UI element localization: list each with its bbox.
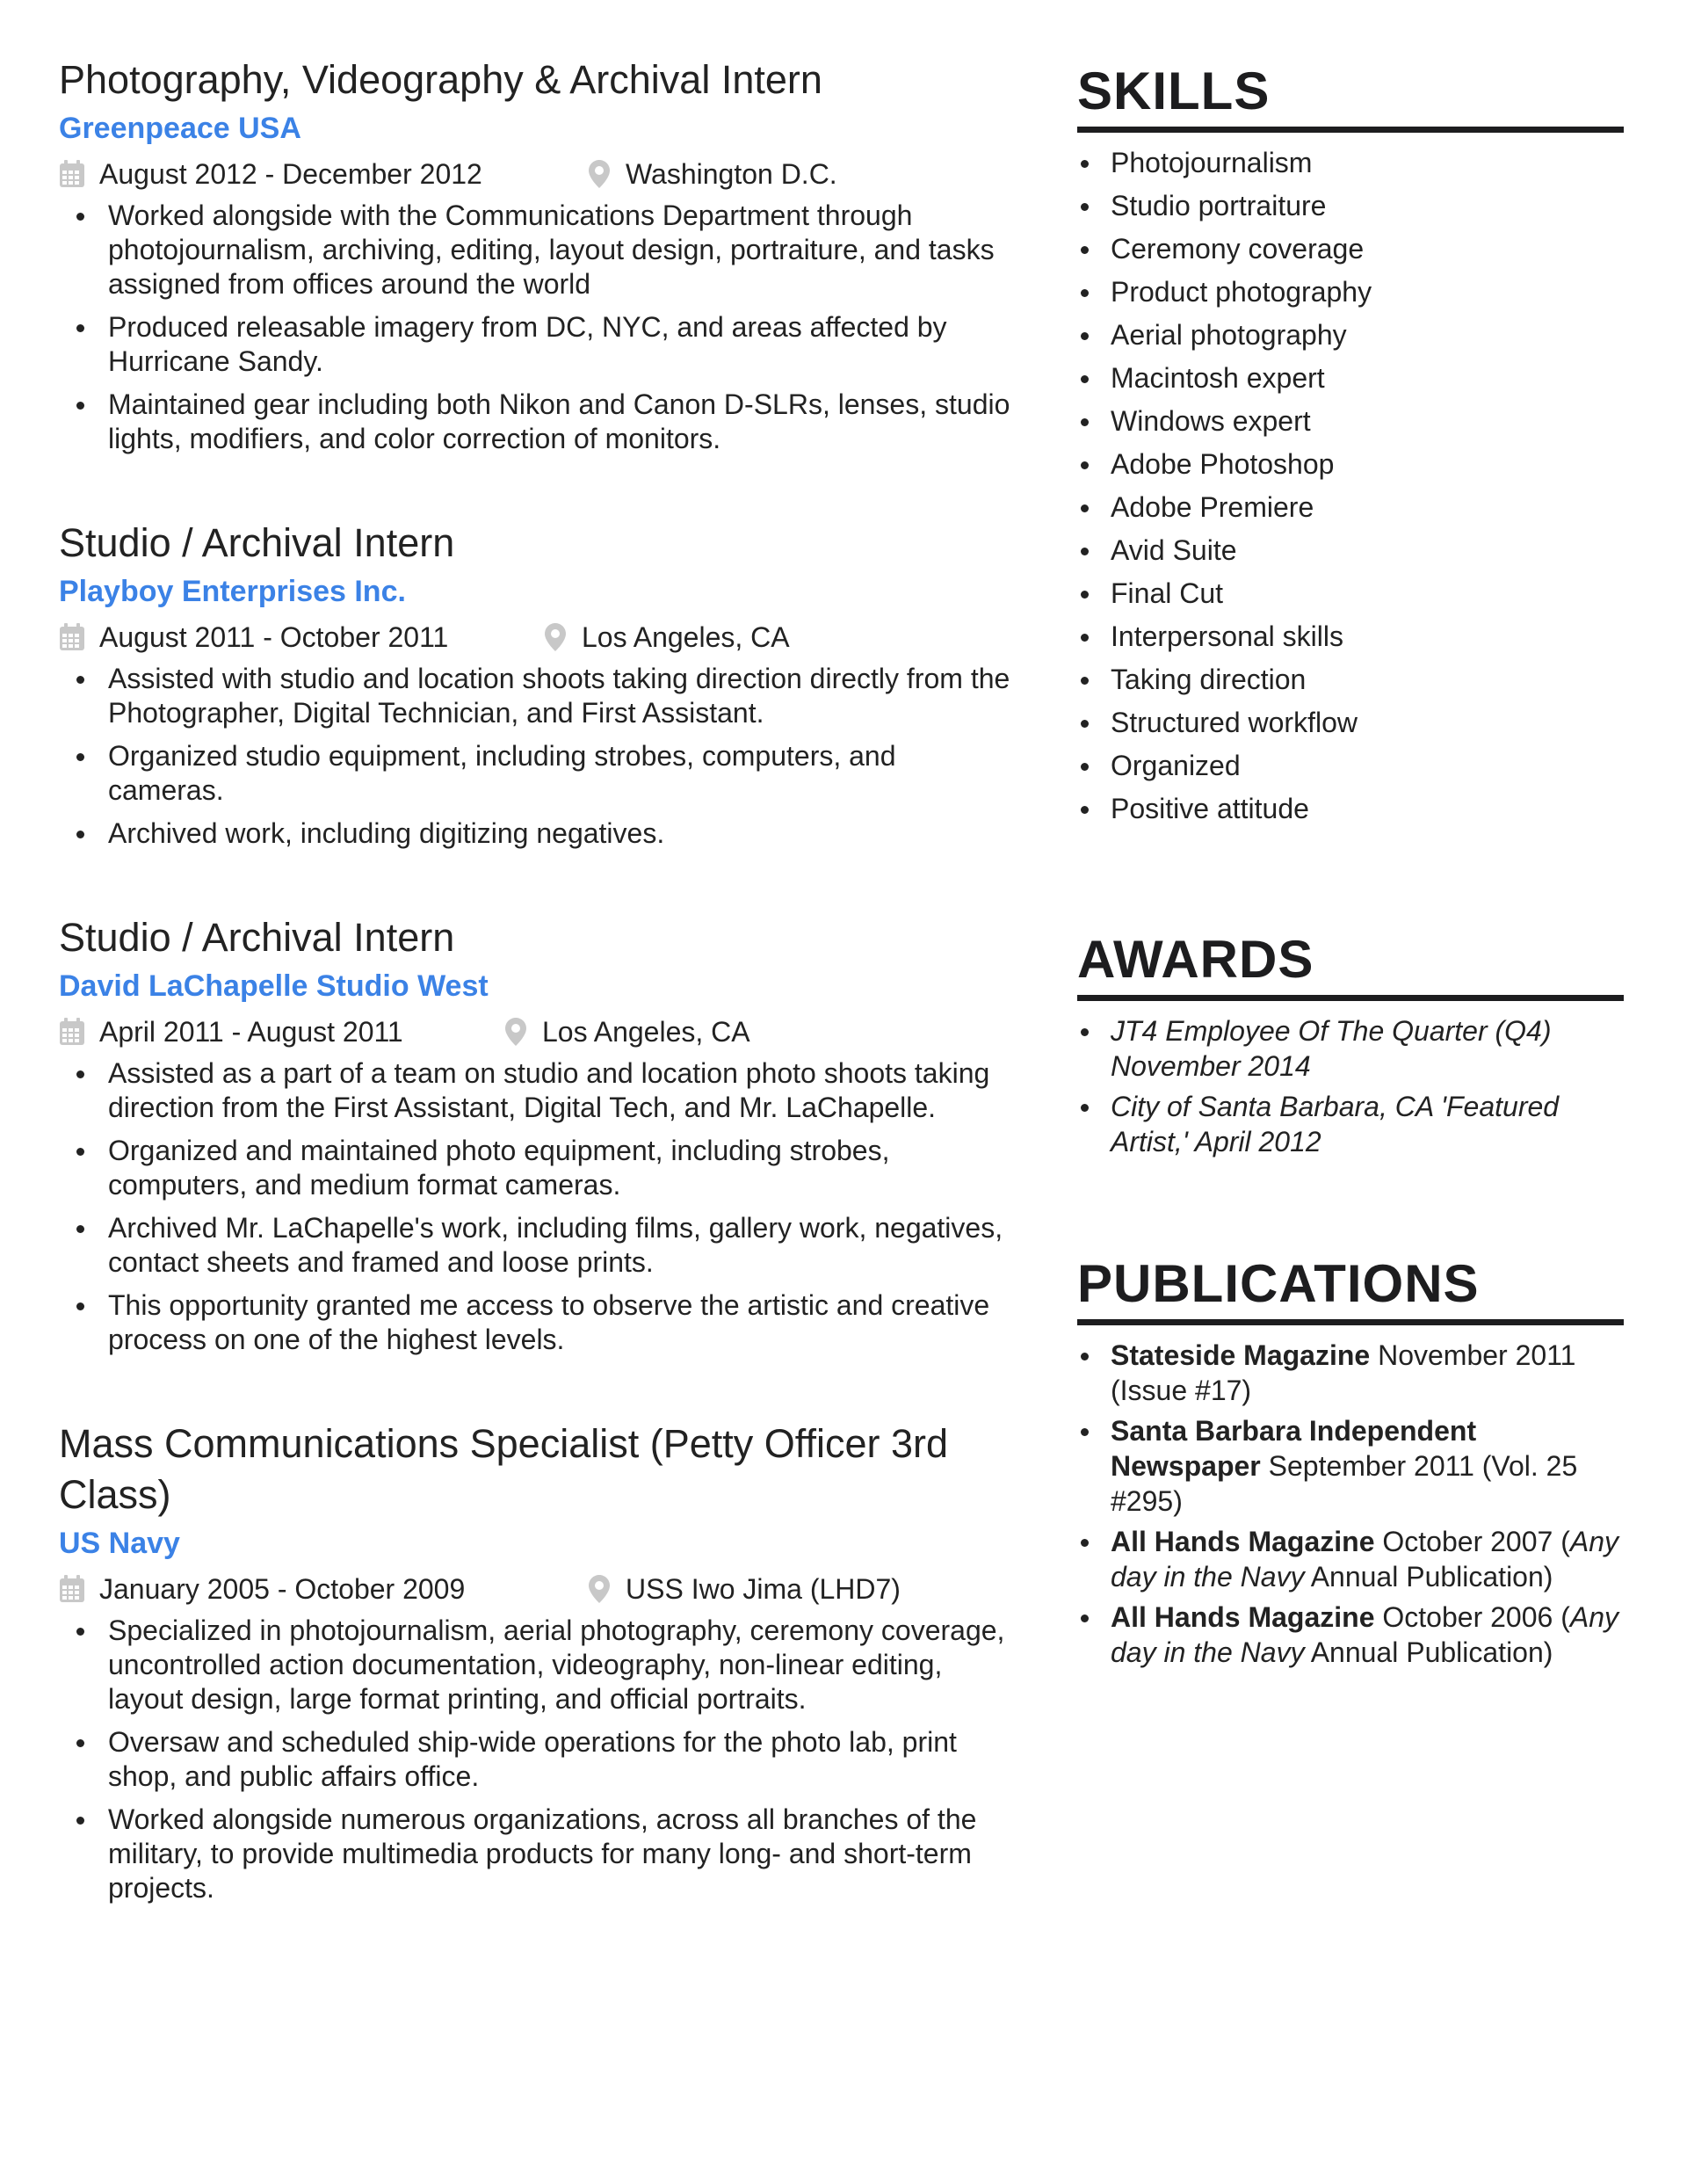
publication-item [1077, 1338, 1624, 1408]
job-title: Studio / Archival Intern [59, 520, 455, 565]
job-meta [59, 1012, 1012, 1051]
publication-detail: Annual Publication) [1304, 1561, 1553, 1593]
publication-italic: Any day in the Navy [1111, 1526, 1618, 1593]
job-dates [59, 1570, 589, 1608]
list-item: Assisted with studio and location shoots taking direction directly from the Photographer, Digital Technician, and First Assistant. [59, 662, 1012, 730]
skills-section [1077, 62, 1624, 826]
job-dates [59, 1012, 505, 1051]
awards-section [1077, 930, 1624, 1159]
job-location-text: Washington D.C. [626, 158, 837, 190]
skill-item: Positive attitude [1077, 791, 1624, 826]
list-item: Worked alongside numerous organizations, across all branches of the military, to provide multimedia products for many long- and short-term projects. [59, 1803, 1012, 1905]
job-bullets [59, 199, 1012, 456]
publication-name: All Hands Magazine [1111, 1601, 1375, 1633]
job-title: Mass Communications Specialist (Petty Officer 3rd Class) [59, 1421, 949, 1517]
experience-column [59, 54, 1012, 1967]
publication-name: All Hands Magazine [1111, 1526, 1375, 1557]
publication-detail: September 2011 (Vol. 25 #295) [1111, 1450, 1578, 1517]
calendar-icon [59, 1018, 85, 1046]
company-name: US Navy [59, 1527, 180, 1560]
job-bullets [59, 662, 1012, 851]
publication-italic: Any day in the Navy [1111, 1601, 1618, 1668]
job-dates-text: January 2005 - October 2009 [99, 1573, 466, 1605]
list-item: Organized studio equipment, including strobes, computers, and cameras. [59, 739, 1012, 808]
section-divider [1077, 127, 1624, 133]
awards-list [1077, 1013, 1624, 1159]
skill-item: Adobe Premiere [1077, 490, 1624, 525]
publications-section [1077, 1254, 1624, 1670]
job-title: Photography, Videography & Archival Intern [59, 57, 822, 102]
company-name: Greenpeace USA [59, 112, 301, 145]
job-title: Studio / Archival Intern [59, 915, 455, 960]
skill-item: Final Cut [1077, 576, 1624, 611]
list-item: Maintained gear including both Nikon and Canon D-SLRs, lenses, studio lights, modifiers, and color correction of monitors. [59, 388, 1012, 456]
list-item: This opportunity granted me access to observe the artistic and creative process on one of the highest levels. [59, 1288, 1012, 1357]
list-item: Worked alongside with the Communications Department through photojournalism, archiving, editing, layout design, portraiture, and tasks assigned from offices around the world [59, 199, 1012, 301]
skill-item: Product photography [1077, 274, 1624, 309]
skill-item: Taking direction [1077, 662, 1624, 697]
section-heading: SKILLS [1077, 62, 1271, 120]
location-pin-icon [589, 1575, 610, 1603]
job-meta [59, 618, 1012, 657]
location-pin-icon [589, 160, 610, 188]
skill-item: Avid Suite [1077, 533, 1624, 568]
publications-list [1077, 1338, 1624, 1670]
section-heading: AWARDS [1077, 930, 1314, 989]
job-dates-text: August 2011 - October 2011 [99, 621, 449, 653]
section-divider [1077, 1319, 1624, 1325]
sidebar-column [1077, 62, 1624, 1675]
job-location [589, 155, 837, 193]
skill-item: Adobe Photoshop [1077, 446, 1624, 482]
job-location [505, 1012, 750, 1051]
job-meta [59, 1570, 1012, 1608]
job-dates [59, 618, 545, 657]
publication-name: Santa Barbara Independent Newspaper [1111, 1415, 1477, 1482]
skill-item: Aerial photography [1077, 317, 1624, 352]
job-dates-text: April 2011 - August 2011 [99, 1016, 403, 1048]
publication-item [1077, 1600, 1624, 1670]
location-pin-icon [505, 1018, 526, 1046]
job-dates-text: August 2012 - December 2012 [99, 158, 482, 190]
publication-detail: Annual Publication) [1304, 1636, 1553, 1668]
publication-item [1077, 1524, 1624, 1594]
skill-item: Interpersonal skills [1077, 619, 1624, 654]
skill-item: Organized [1077, 748, 1624, 783]
skill-item: Windows expert [1077, 403, 1624, 439]
list-item: Oversaw and scheduled ship-wide operations for the photo lab, print shop, and public affairs office. [59, 1725, 1012, 1794]
job-bullets [59, 1614, 1012, 1905]
section-heading: PUBLICATIONS [1077, 1254, 1480, 1313]
skill-item: Photojournalism [1077, 145, 1624, 180]
list-item: Assisted as a part of a team on studio and location photo shoots taking direction from the First Assistant, Digital Tech, and Mr. LaChapelle. [59, 1056, 1012, 1125]
calendar-icon [59, 160, 85, 188]
company-name: David LaChapelle Studio West [59, 969, 489, 1003]
award-item: JT4 Employee Of The Quarter (Q4) November 2014 [1077, 1013, 1624, 1084]
list-item: Archived Mr. LaChapelle's work, including films, gallery work, negatives, contact sheets and framed and loose prints. [59, 1211, 1012, 1280]
publication-detail: November 2011 (Issue #17) [1111, 1339, 1576, 1406]
list-item: Produced releasable imagery from DC, NYC, and areas affected by Hurricane Sandy. [59, 310, 1012, 379]
job-entry [59, 518, 1012, 851]
job-meta [59, 155, 1012, 193]
award-item: City of Santa Barbara, CA 'Featured Artist,' April 2012 [1077, 1089, 1624, 1159]
list-item: Organized and maintained photo equipment, including strobes, computers, and medium format cameras. [59, 1134, 1012, 1202]
skill-item: Ceremony coverage [1077, 231, 1624, 266]
publication-pre: October 2006 ( [1374, 1601, 1570, 1633]
skill-item: Macintosh expert [1077, 360, 1624, 395]
job-location-text: USS Iwo Jima (LHD7) [626, 1573, 901, 1605]
skill-item: Studio portraiture [1077, 188, 1624, 223]
job-location-text: Los Angeles, CA [582, 621, 790, 653]
calendar-icon [59, 623, 85, 651]
job-entry [59, 54, 1012, 456]
job-entry [59, 912, 1012, 1357]
list-item: Archived work, including digitizing negatives. [59, 816, 1012, 851]
job-bullets [59, 1056, 1012, 1357]
publication-pre: October 2007 ( [1374, 1526, 1570, 1557]
skills-list [1077, 145, 1624, 826]
job-entry [59, 1419, 1012, 1905]
calendar-icon [59, 1575, 85, 1603]
job-dates [59, 155, 589, 193]
publication-name: Stateside Magazine [1111, 1339, 1371, 1371]
publication-item [1077, 1413, 1624, 1519]
job-location [589, 1570, 901, 1608]
job-location-text: Los Angeles, CA [542, 1016, 750, 1048]
section-divider [1077, 995, 1624, 1001]
list-item: Specialized in photojournalism, aerial photography, ceremony coverage, uncontrolled action documentation, videography, non-linear editing, layout design, large format printing, and official portraits. [59, 1614, 1012, 1716]
skill-item: Structured workflow [1077, 705, 1624, 740]
job-location [545, 618, 790, 657]
company-name: Playboy Enterprises Inc. [59, 575, 406, 608]
location-pin-icon [545, 623, 566, 651]
